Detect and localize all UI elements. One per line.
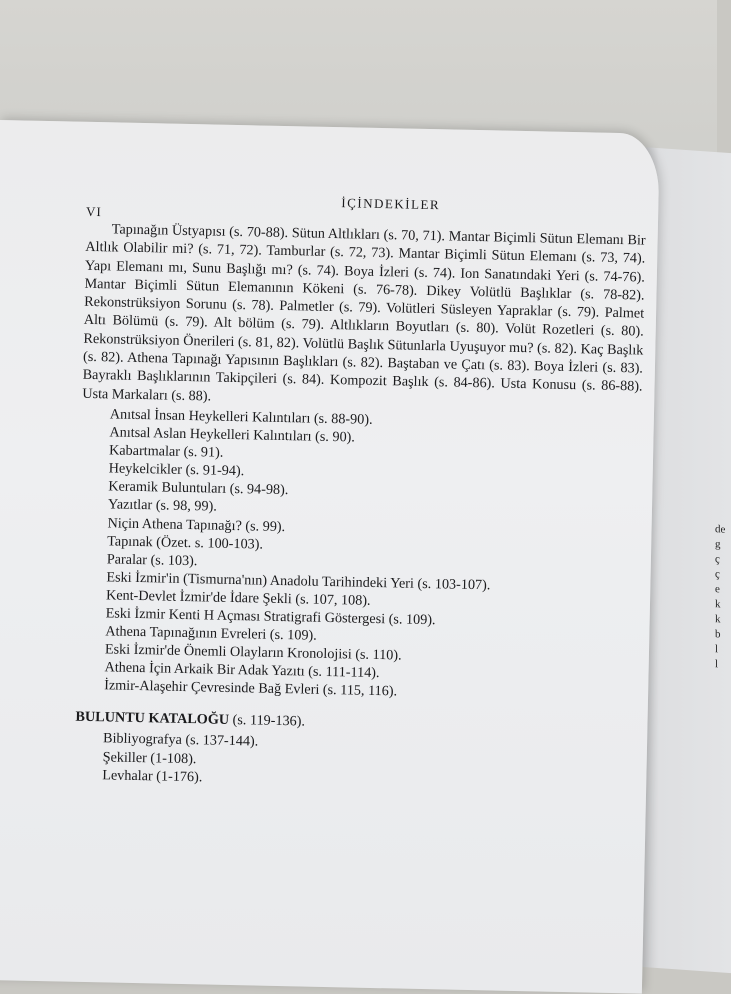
list-item: Kabartmalar (s. 91). xyxy=(108,442,224,461)
list-item: Tapınak (Özet. s. 100-103). xyxy=(107,532,264,553)
section-paragraph xyxy=(82,220,646,415)
paragraph-line: Boyutları (s. 80). Volüt Rozetleri (s. 80). Rekonstrüksiyon Önerileri (s. 81, 82). Volütlü xyxy=(83,318,644,353)
fragment-line: l xyxy=(715,658,719,671)
list-item: Paralar (s. 103). xyxy=(106,551,198,569)
fragment-line: k xyxy=(715,613,721,626)
fragment-line: e xyxy=(715,583,720,596)
page-number: VI xyxy=(85,203,102,220)
paragraph-line: Elemanı (s. 73, 74). Yapı Elemanı mı, Sunu Başlığı mı? (s. 74). Boya İzleri (s. 74). Ion xyxy=(84,248,646,282)
list-item: Athena Tapınağının Evreleri (s. 109). xyxy=(105,623,317,644)
list-item: Eski İzmir'de Önemli Olayların Kronolojisi (s. 110). xyxy=(104,641,402,664)
fragment-line: b xyxy=(715,628,721,641)
list-item: Athena İçin Arkaik Bir Adak Yazıtı (s. 111-114). xyxy=(104,659,380,682)
list-item: Niçin Athena Tapınağı? (s. 99). xyxy=(107,514,286,535)
catalog-section xyxy=(74,708,635,795)
paragraph-line: Başlıkları (s. 82). Baştaban ve Çatı (s. 83). Boya İzleri (s. 83). Bayraklı Başlıklarının xyxy=(82,353,644,386)
list-item: Kent-Devlet İzmir'de İdare Şekli (s. 107, 108). xyxy=(105,587,371,609)
fragment-line: k xyxy=(715,598,721,611)
paragraph-line: Volütlü Başlıklar (s. 78-82). Rekonstrüksiyon Sorunu (s. 78). Palmetler (s. 79). Volütleri xyxy=(84,283,645,318)
catalog-list xyxy=(102,730,635,795)
right-page-text-fragment xyxy=(715,522,731,673)
list-item: İzmir-Alaşehir Çevresinde Bağ Evleri (s. 115, 116). xyxy=(104,677,398,700)
fragment-line: l xyxy=(715,643,719,656)
paragraph-line: Tapınağın Üstyapısı (s. 70-88). Sütun Altlıkları (s. 70, 71). Mantar Biçimli Sütun xyxy=(111,221,573,248)
paragraph-line: 88). xyxy=(188,387,212,405)
list-item: Bibliyografya (s. 137-144). xyxy=(102,730,259,751)
list-item: Şekiller (1-108). xyxy=(102,748,197,767)
list-item: Heykelcikler (s. 91-94). xyxy=(108,460,245,480)
catalog-heading-title: BULUNTU KATALOĞU xyxy=(75,709,230,729)
list-item: Anıtsal İnsan Heykelleri Kalıntıları (s. 88-90). xyxy=(109,406,373,428)
list-item: Eski İzmir'in (Tismurna'nın) Anadolu Tarihindeki Yeri (s. 103-107). xyxy=(106,569,491,594)
paragraph-line: Süsleyen Yapraklar (s. 79). Palmet Altı Bölümü (s. 79). Alt bölüm (s. 79). Altlıkların xyxy=(83,301,645,335)
list-item: Anıtsal Aslan Heykelleri Kalıntıları (s. 90). xyxy=(109,424,356,446)
fragment-line: ç xyxy=(715,568,720,581)
catalog-heading-pages: (s. 119-136). xyxy=(228,712,306,730)
table-of-contents xyxy=(74,190,646,795)
list-item: Keramik Buluntuları (s. 94-98). xyxy=(108,478,289,499)
list-item: Levhalar (1-176). xyxy=(102,766,203,786)
fragment-line: ç xyxy=(715,553,720,566)
fragment-line: de xyxy=(715,523,726,536)
book-page xyxy=(0,120,660,994)
list-item: Yazıtlar (s. 98, 99). xyxy=(107,496,218,516)
paragraph-line: Elemanı Bir Altlık Olabilir mi? (s. 71, 72). Tamburlar (s. 72, 73). Mantar Biçimli Sütun xyxy=(85,231,646,265)
page-title: İÇİNDEKİLER xyxy=(341,195,441,213)
list-item: Eski İzmir Kenti H Açması Stratigrafi Göstergesi (s. 109). xyxy=(105,605,436,629)
fragment-line: g xyxy=(715,538,721,551)
contents-list xyxy=(104,405,642,706)
paragraph-line: Başlık Sütunlarla Uyuşuyor mu? (s. 82). Kaç Başlık (s. 82). Athena Tapınağı Yapısının xyxy=(82,336,644,369)
paragraph-line: Takipçileri (s. 84). Kompozit Başlık (s. 84-86). Usta Konusu (s. 86-88). Usta Markaları (s. xyxy=(82,369,643,404)
paragraph-line: Sanatındaki Yeri (s. 74-76). Mantar Biçimli Sütun Elemanının Kökeni (s. 76-78). Dikey xyxy=(84,265,646,300)
